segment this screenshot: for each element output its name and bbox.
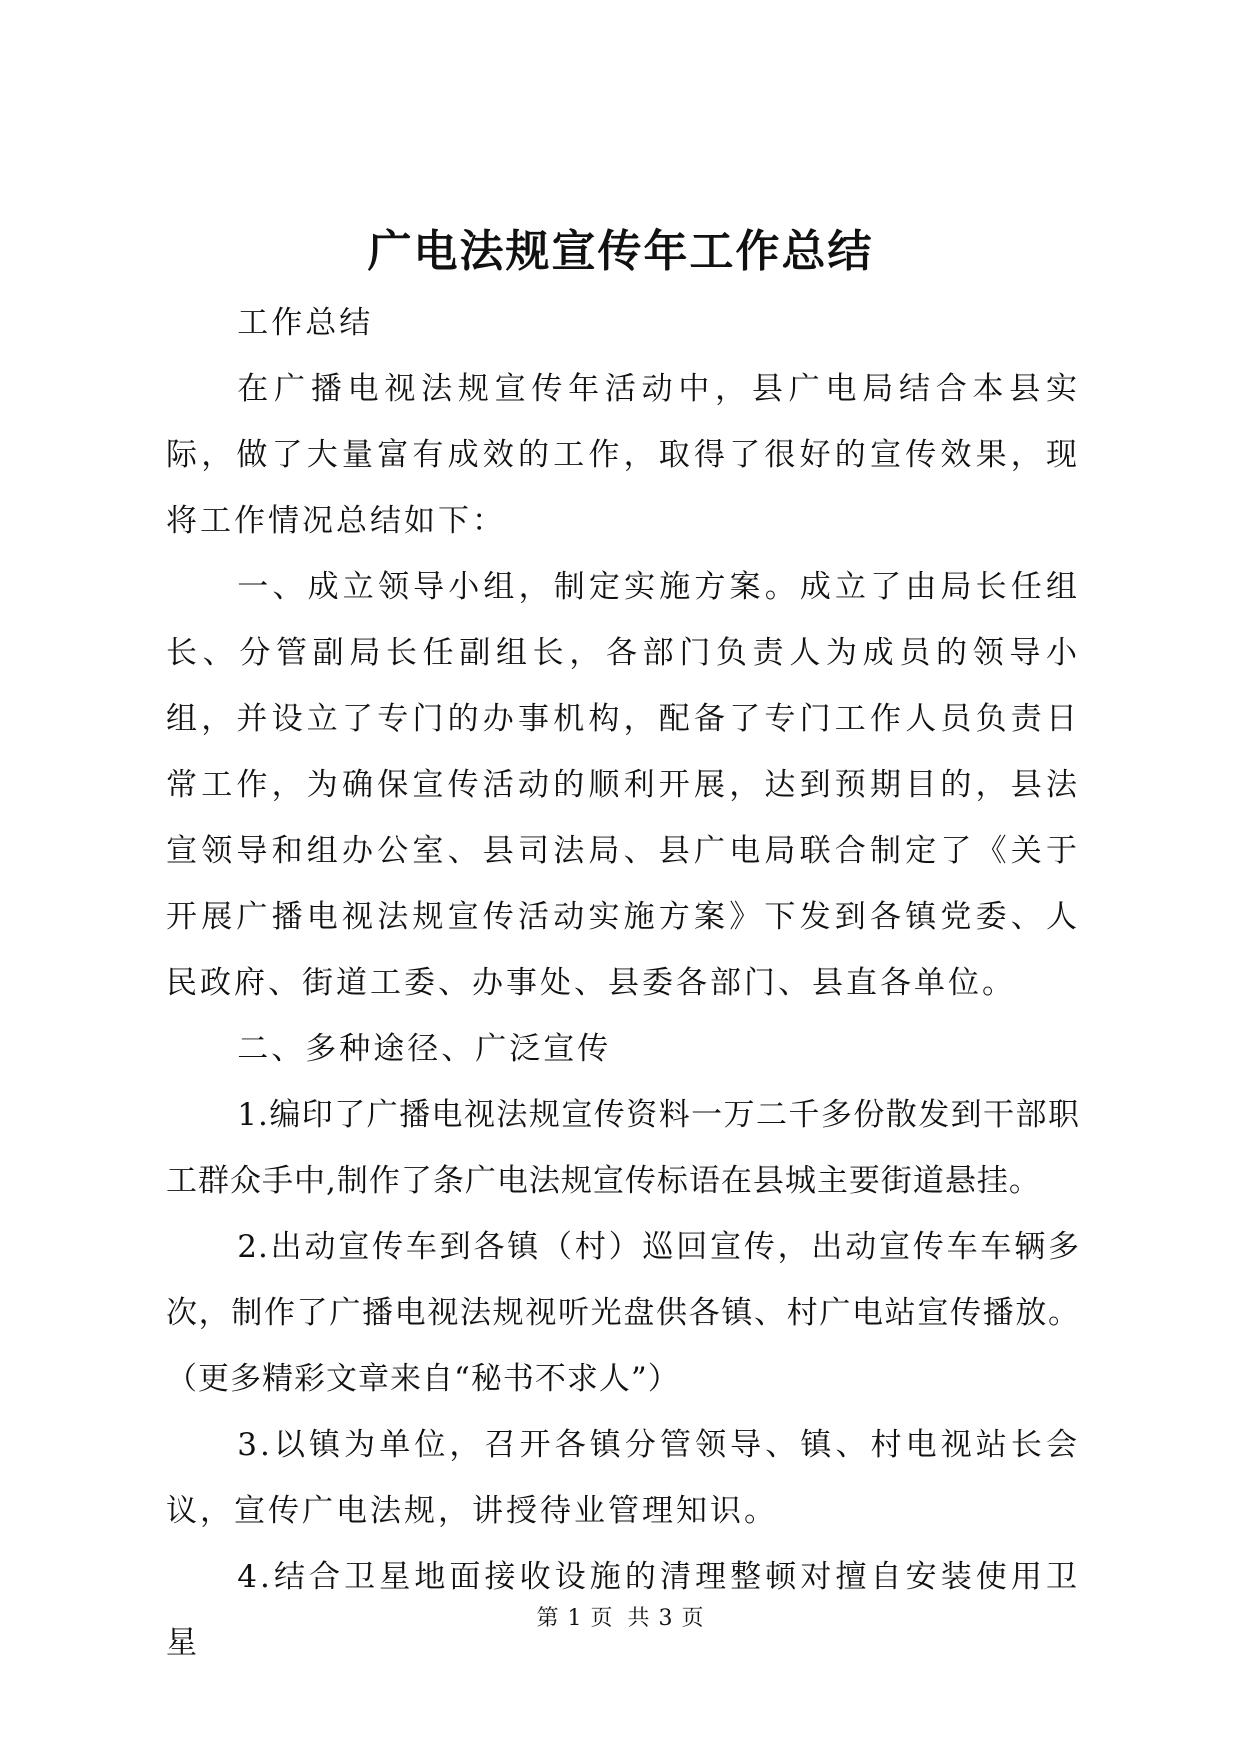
paragraph-item-1: 1.编印了广播电视法规宣传资料一万二千多份散发到干部职工群众手中,制作了条广电法规宣传标语在县城主要街道悬挂。 [166,1097,1080,1199]
paragraph-item-4: 4.结合卫星地面接收设施的清理整顿对擅自安装使用卫星 [166,1559,1080,1661]
page-total: 共 3 页 [627,1606,705,1631]
paragraph-heading: 工作总结 [237,305,374,341]
paragraph-intro: 在广播电视法规宣传年活动中，县广电局结合本县实际，做了大量富有成效的工作，取得了很好的宣传效果，现将工作情况总结如下： [166,371,1080,539]
page-footer [0,1604,1241,1634]
paragraph-item-3: 3.以镇为单位，召开各镇分管领导、镇、村电视站长会议，宣传广电法规，讲授待业管理知识。 [166,1427,1080,1529]
paragraph-section-one: 一、成立领导小组，制定实施方案。成立了由局长任组长、分管副局长任副组长，各部门负责人为成员的领导小组，并设立了专门的办事机构，配备了专门工作人员负责日常工作，为确保宣传活动的顺利开展，达到预期目的，县法宣领导和组办公室、县司法局、县广电局联合制定了《关于开展广播电视法规宣传活动实施方案》下发到各镇党委、人民政府、街道工委、办事处、县委各部门、县直各单位。 [166,569,1080,1001]
paragraph-section-two: 二、多种途径、广泛宣传 [237,1031,612,1067]
document-body [166,290,1080,1676]
document-title: 广电法规宣传年工作总结 [367,226,874,277]
page-number: 第 1 页 [536,1606,614,1631]
paragraph-item-2: 2.出动宣传车到各镇（村）巡回宣传，出动宣传车车辆多次，制作了广播电视法规视听光盘供各镇、村广电站宣传播放。（更多精彩文章来自“秘书不求人”） [166,1229,1080,1397]
